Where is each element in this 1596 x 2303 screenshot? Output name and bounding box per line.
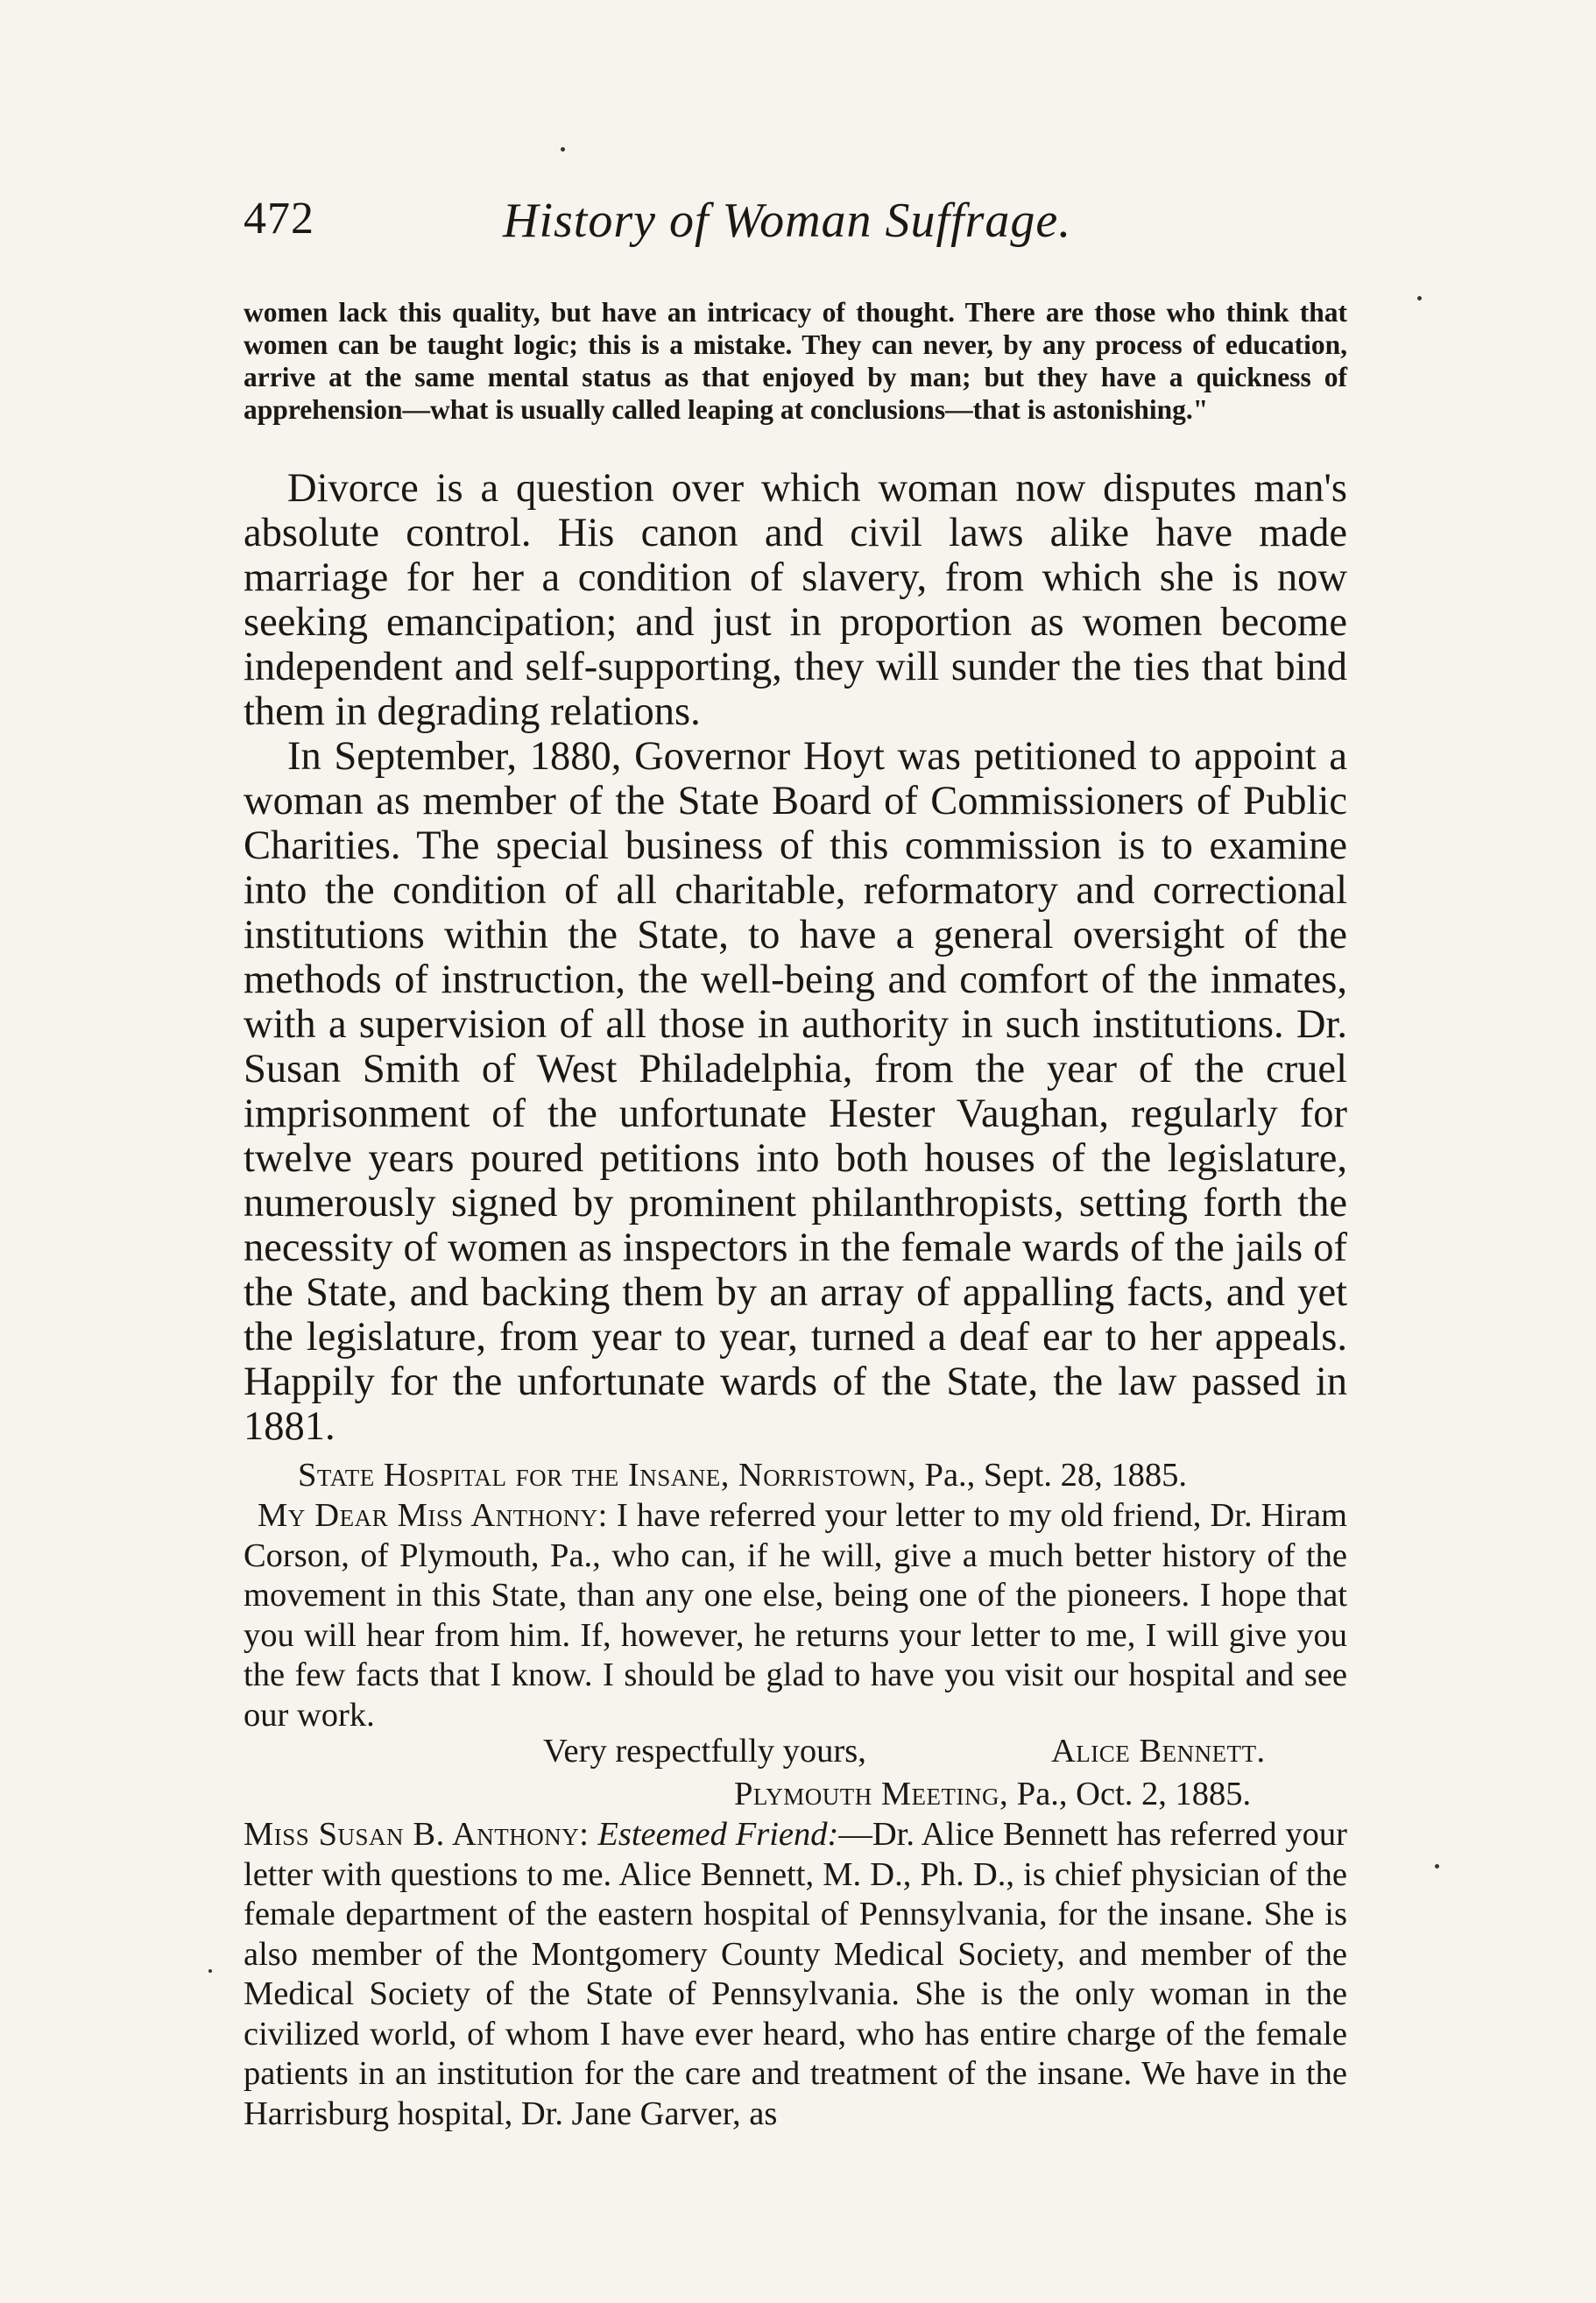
paragraph-divorce: Divorce is a question over which woman now disputes man's absolute control. His canon and civil laws alike have made marriage for her a condition of slavery, from which she is now seeking emancipation; and just in proportion as women become independent and self-supporting, they will sunder the ties that bind them in degrading relations. xyxy=(244,466,1347,734)
page-number: 472 xyxy=(244,194,314,244)
letter-1-text: I have referred your letter to my old friend, Dr. Hiram Corson, of Plymouth, Pa., who can, if he will, give a much better history of the movement in this State, than any one else, being one of the pioneers. I hope that you will hear from him. If, however, he returns your letter to me, I will give you the few facts that I know. I should be glad to have you visit our hospital and see our work. xyxy=(244,1497,1347,1734)
letter-1-closing: Very respectfully yours, xyxy=(543,1733,866,1770)
letter-2-greeting: Esteemed Friend: xyxy=(597,1816,839,1853)
letter-2-salutation: Miss Susan B. Anthony: xyxy=(244,1816,590,1853)
paper-speck xyxy=(208,1969,212,1973)
letter-1-dateline-date: Pa., Sept. 28, 1885. xyxy=(915,1457,1187,1494)
paper-speck xyxy=(1435,1864,1439,1869)
letter-2-dateline-place: Plymouth Meeting, xyxy=(734,1776,1009,1812)
letter-1-salutation: My Dear Miss Anthony: xyxy=(258,1497,608,1534)
letter-1-signer: Alice Bennett. xyxy=(1051,1733,1266,1770)
letter-1-dateline-place: State Hospital for the Insane, Norristown, xyxy=(298,1457,916,1494)
letter-2-dateline-date: Pa., Oct. 2, 1885. xyxy=(1008,1776,1252,1812)
letter-1-body xyxy=(244,1496,1347,1733)
paper-speck xyxy=(1417,296,1422,300)
running-title: History of Woman Suffrage. xyxy=(503,194,1072,248)
letter-1-closing-line xyxy=(543,1732,1314,1771)
letter-2-body xyxy=(244,1815,1347,2174)
letter-2-text: —Dr. Alice Bennett has referred your letter with questions to me. Alice Bennett, M. D., Ph. D., is chief physician of the female department of the eastern hospital of Pennsylvania, for the insane. She is also member of the Montgomery County Medical Society, and member of the Medical Society of the State of Pennsylvania. She is the only woman in the civilized world, of whom I have ever heard, who has entire charge of the female patients in an institution for the care and treatment of the insane. We have in the Harrisburg hospital, Dr. Jane Garver, as xyxy=(244,1816,1348,2132)
paper-speck xyxy=(561,147,565,152)
page-header xyxy=(244,193,1124,272)
letter-1-dateline xyxy=(298,1456,1187,1495)
letter-2-dateline xyxy=(734,1775,1251,1814)
quoted-passage-continuation: women lack this quality, but have an intricacy of thought. There are those who think that women can be taught logic; this is a mistake. They can never, by any process of education, arrive at the same mental status as that enjoyed by man; but they have a quickness of apprehension—what is usually called leaping at conclusions—that is astonishing." xyxy=(244,297,1347,425)
paragraph-september-1880: In September, 1880, Governor Hoyt was petitioned to appoint a woman as member of the State Board of Commissioners of Public Charities. The special business of this commission is to examine into the condition of all charitable, reformatory and correctional institutions within the State, to have a general oversight of the methods of instruction, the well-being and comfort of the inmates, with a supervision of all those in authority in such institutions. Dr. Susan Smith of West Philadelphia, from the year of the cruel imprisonment of the unfortunate Hester Vaughan, regularly for twelve years poured petitions into both houses of the legislature, numerously signed by prominent philanthropists, setting forth the necessity of women as inspectors in the female wards of the jails of the State, and backing them by an array of appalling facts, and yet the legislature, from year to year, turned a deaf ear to her appeals. Happily for the unfortunate wards of the State, the law passed in 1881. xyxy=(244,734,1347,1449)
